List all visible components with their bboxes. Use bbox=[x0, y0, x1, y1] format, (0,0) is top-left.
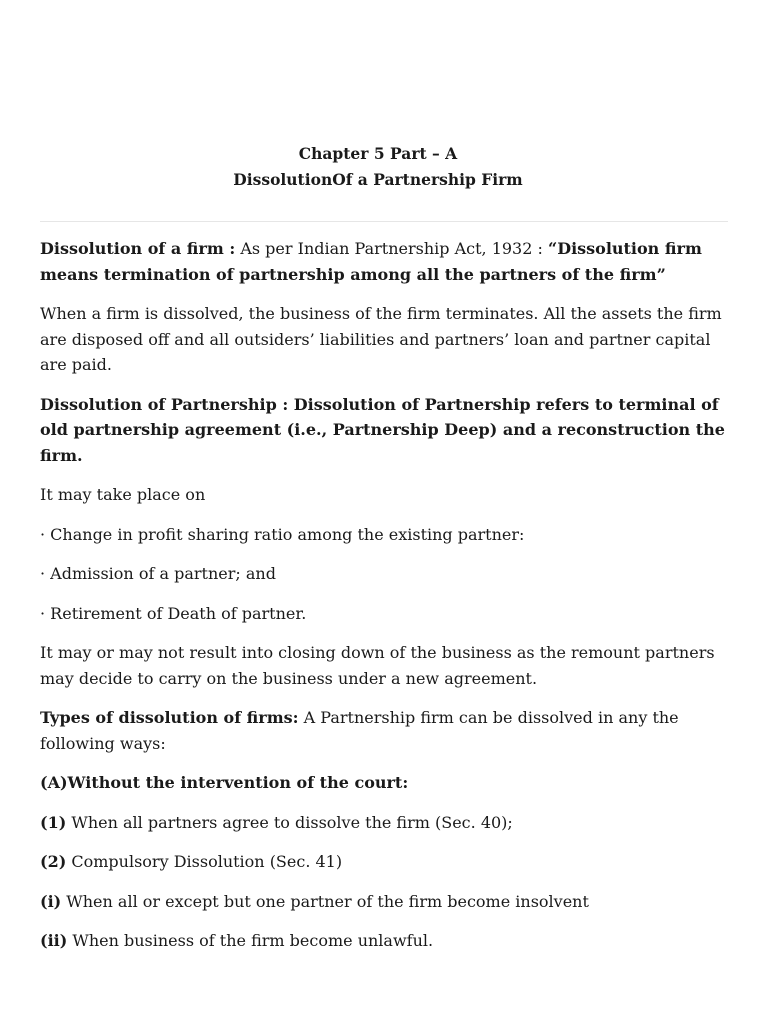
paragraph-definition bbox=[40, 236, 730, 287]
paragraph-dissolved: When a firm is dissolved, the business of the firm terminates. All the assets the firm are disposed off and all outsiders’ liabilities and partners’ loan and partner capital are paid. bbox=[40, 304, 722, 374]
paragraph-take-place: It may take place on bbox=[40, 485, 206, 504]
item-text: Compulsory Dissolution (Sec. 41) bbox=[66, 852, 343, 871]
divider bbox=[40, 221, 728, 222]
types-label: Types of dissolution of firms: bbox=[40, 708, 299, 727]
bullet-item: · Admission of a partner; and bbox=[40, 564, 276, 583]
item-text: When all partners agree to dissolve the firm (Sec. 40); bbox=[66, 812, 513, 832]
definition-text: As per Indian Partnership Act, 1932 : bbox=[235, 239, 548, 258]
bullet-item: · Change in profit sharing ratio among the existing partner: bbox=[40, 524, 525, 544]
paragraph-closing-down: It may or may not result into closing down of the business as the remount partners may decide to carry on the business under a new agreement. bbox=[40, 643, 715, 688]
item-text: When all or except but one partner of the firm become insolvent bbox=[61, 891, 589, 911]
item-number: (i) bbox=[40, 891, 62, 911]
chapter-title: Chapter 5 Part – A bbox=[298, 144, 458, 163]
numbered-item bbox=[40, 849, 730, 875]
paragraph-partnership-dissolution: Dissolution of Partnership : Dissolution of Partnership refers to terminal of old partnership agreement (i.e., Partnership Deep) and a reconstruction the firm. bbox=[40, 394, 725, 465]
numbered-item bbox=[40, 810, 730, 836]
chapter-subtitle: DissolutionOf a Partnership Firm bbox=[233, 170, 523, 189]
definition-quote: “Dissolution firm means termination of partnership among all the partners of the firm” bbox=[40, 239, 702, 284]
definition-label: Dissolution of a firm : bbox=[40, 239, 236, 258]
document-body bbox=[40, 236, 730, 968]
chapter-heading bbox=[0, 141, 756, 193]
item-text: When business of the firm become unlawful. bbox=[67, 931, 434, 950]
types-text: A Partnership firm can be dissolved in any the following ways: bbox=[40, 708, 679, 753]
numbered-item bbox=[40, 889, 730, 915]
bullet-item: · Retirement of Death of partner. bbox=[40, 603, 307, 623]
paragraph-types bbox=[40, 705, 730, 756]
section-heading: (A)Without the intervention of the court: bbox=[40, 773, 409, 792]
numbered-item bbox=[40, 928, 730, 954]
item-number: (ii) bbox=[40, 931, 68, 950]
item-number: (2) bbox=[40, 852, 67, 871]
item-number: (1) bbox=[40, 812, 67, 832]
